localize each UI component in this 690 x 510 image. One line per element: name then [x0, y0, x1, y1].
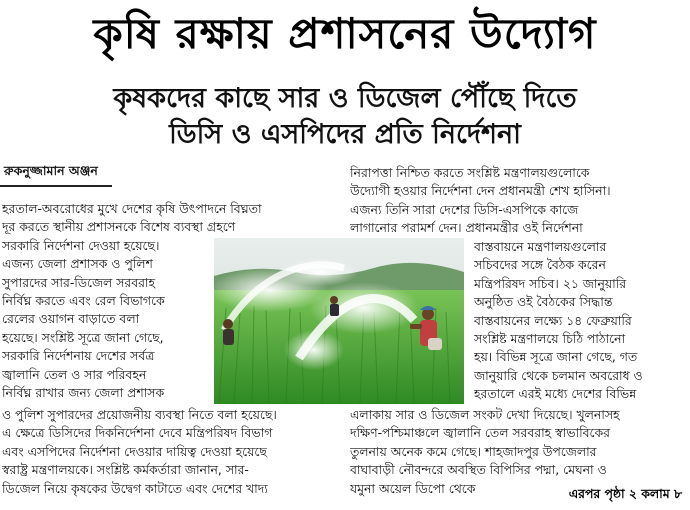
text-line: লাগানোর পরামর্শ দেন। প্রধানমন্ত্রীর ওই নির্দেশনা [350, 220, 583, 236]
continuation-note: এরপর পৃষ্ঠা ২ কলাম ৮ [568, 486, 682, 501]
text-line: সচিবদের সঙ্গে বৈঠক করেন [474, 257, 606, 273]
text-line: দূর করতে স্থানীয় প্রশাসনকে বিশেষ ব্যবস্থা গ্রহণে [2, 219, 236, 235]
text-line: বাঘাবাড়ী নৌবন্দরে অবস্থিত বিপিসির পদ্মা, মেঘনা ও [350, 462, 607, 478]
text-line: জ্বালানি তেল ও সার পরিবহন [2, 366, 147, 382]
text-line: সরকারি নির্দেশনা দেওয়া হয়েছে। [2, 237, 160, 253]
text-line: মন্ত্রিপরিষদ সচিব। ২১ জানুয়ারি [474, 275, 627, 291]
text-line: যমুনা অয়েল ডিপো থেকে [350, 480, 476, 496]
subheadline-line-1: কৃষকদের কাছে সার ও ডিজেল পৌঁছে দিতে [113, 83, 577, 114]
farmer-left [223, 319, 234, 345]
text-line: নির্বিঘ্ন করতে এবং রেল বিভাগকে [2, 293, 165, 309]
byline-rule [0, 185, 112, 187]
text-line: দক্ষিণ-পশ্চিমাঞ্চলে জ্বালানি তেল সরবরাহ স্বাভাবিকের [350, 425, 610, 441]
text-line: হরতাল-অবরোধের মুখে দেশের কৃষি উৎপাদনে বিঘ্নতা [2, 201, 262, 216]
text-line: এবং এসপিদের নির্দেশনা দেওয়ার দায়িত্ব দেওয়া হয়েছে [2, 443, 267, 459]
text-line: অনুষ্ঠিত ওই বৈঠকের সিদ্ধান্ত [474, 294, 613, 310]
text-line: হয়েছে। সংশ্লিষ্ট সূত্রে জানা গেছে, [2, 329, 164, 345]
text-line: রেলের ওয়াগন বাড়াতে বলা [2, 311, 140, 327]
text-line: বাস্তবায়নের লক্ষ্যে ১৪ ফেব্রুয়ারি [474, 312, 632, 328]
text-line: হয়। বিভিন্ন সূত্রে জানা গেছে, গত [474, 349, 638, 365]
headline: কৃষি রক্ষায় প্রশাসনের উদ্যোগ [93, 9, 597, 58]
rice-field-photo [214, 238, 464, 404]
farmer-middle [330, 296, 339, 316]
text-line: এলাকায় সার ও ডিজেল সংকট দেখা দিয়েছে। খুলনাসহ [350, 407, 620, 422]
article-column-right-mid [474, 238, 688, 404]
text-line: বাস্তবায়নে মন্ত্রণালয়গুলোর [474, 239, 607, 254]
subheadline-line-2: ডিসি ও এসপিদের প্রতি নির্দেশনা [169, 119, 521, 150]
text-line: ও পুলিশ সুপারদের প্রয়োজনীয় ব্যবস্থা নিতে বলা হয়েছে। [2, 407, 277, 422]
text-line: এ ক্ষেত্রে ডিসিদের দিকনির্দেশনা দেবে মন্ত্রিপরিষদ বিভাগ [2, 425, 273, 441]
text-line: তুলনায় অনেক কমে গেছে। শাহজাদপুর উপজেলার [350, 443, 597, 459]
article-column-right-top [350, 164, 688, 238]
text-line: জানুয়ারি থেকে চলমান অবরোধ ও [474, 367, 643, 383]
text-line: ডিজেল নিয়ে কৃষকের উদ্বেগ কাটাতে এবং দেশের খাদ্য [2, 480, 268, 496]
text-line: হরতালে এরই মধ্যে দেশের বিভিন্ন [474, 386, 637, 402]
text-line: নির্বিঘ্ন রাখার জন্য জেলা প্রশাসক [2, 385, 165, 401]
text-line: সংশ্লিষ্ট মন্ত্রণালয়ে চিঠি পাঠানো [474, 331, 626, 347]
text-line: এজন্য তিনি সারা দেশের ডিসি-এসপিকে কাজে [350, 201, 579, 217]
article-column-left-bottom [2, 406, 342, 498]
byline: রুকনুজ্জামান অঞ্জন [4, 163, 98, 178]
text-line: উদ্যোগী হওয়ার নির্দেশনা দেন প্রধানমন্ত্রী শেখ হাসিনা। [350, 183, 611, 199]
text-line: নিরাপত্তা নিশ্চিত করতে সংশ্লিষ্ট মন্ত্রণালয়গুলোকে [350, 165, 590, 180]
article-column-right-bottom [350, 406, 688, 498]
text-line: স্বরাষ্ট্র মন্ত্রণালয়কে। সংশ্লিষ্ট কর্মকর্তারা জানান, সার- [2, 462, 249, 478]
text-line: সরকারি নির্দেশনায় দেশের সর্বত্র [2, 348, 155, 364]
news-photo [214, 238, 464, 404]
text-line: সুপারদের সার-ডিজেল সরবরাহ [2, 274, 156, 290]
text-line: এজন্য জেলা প্রশাসক ও পুলিশ [2, 256, 153, 272]
